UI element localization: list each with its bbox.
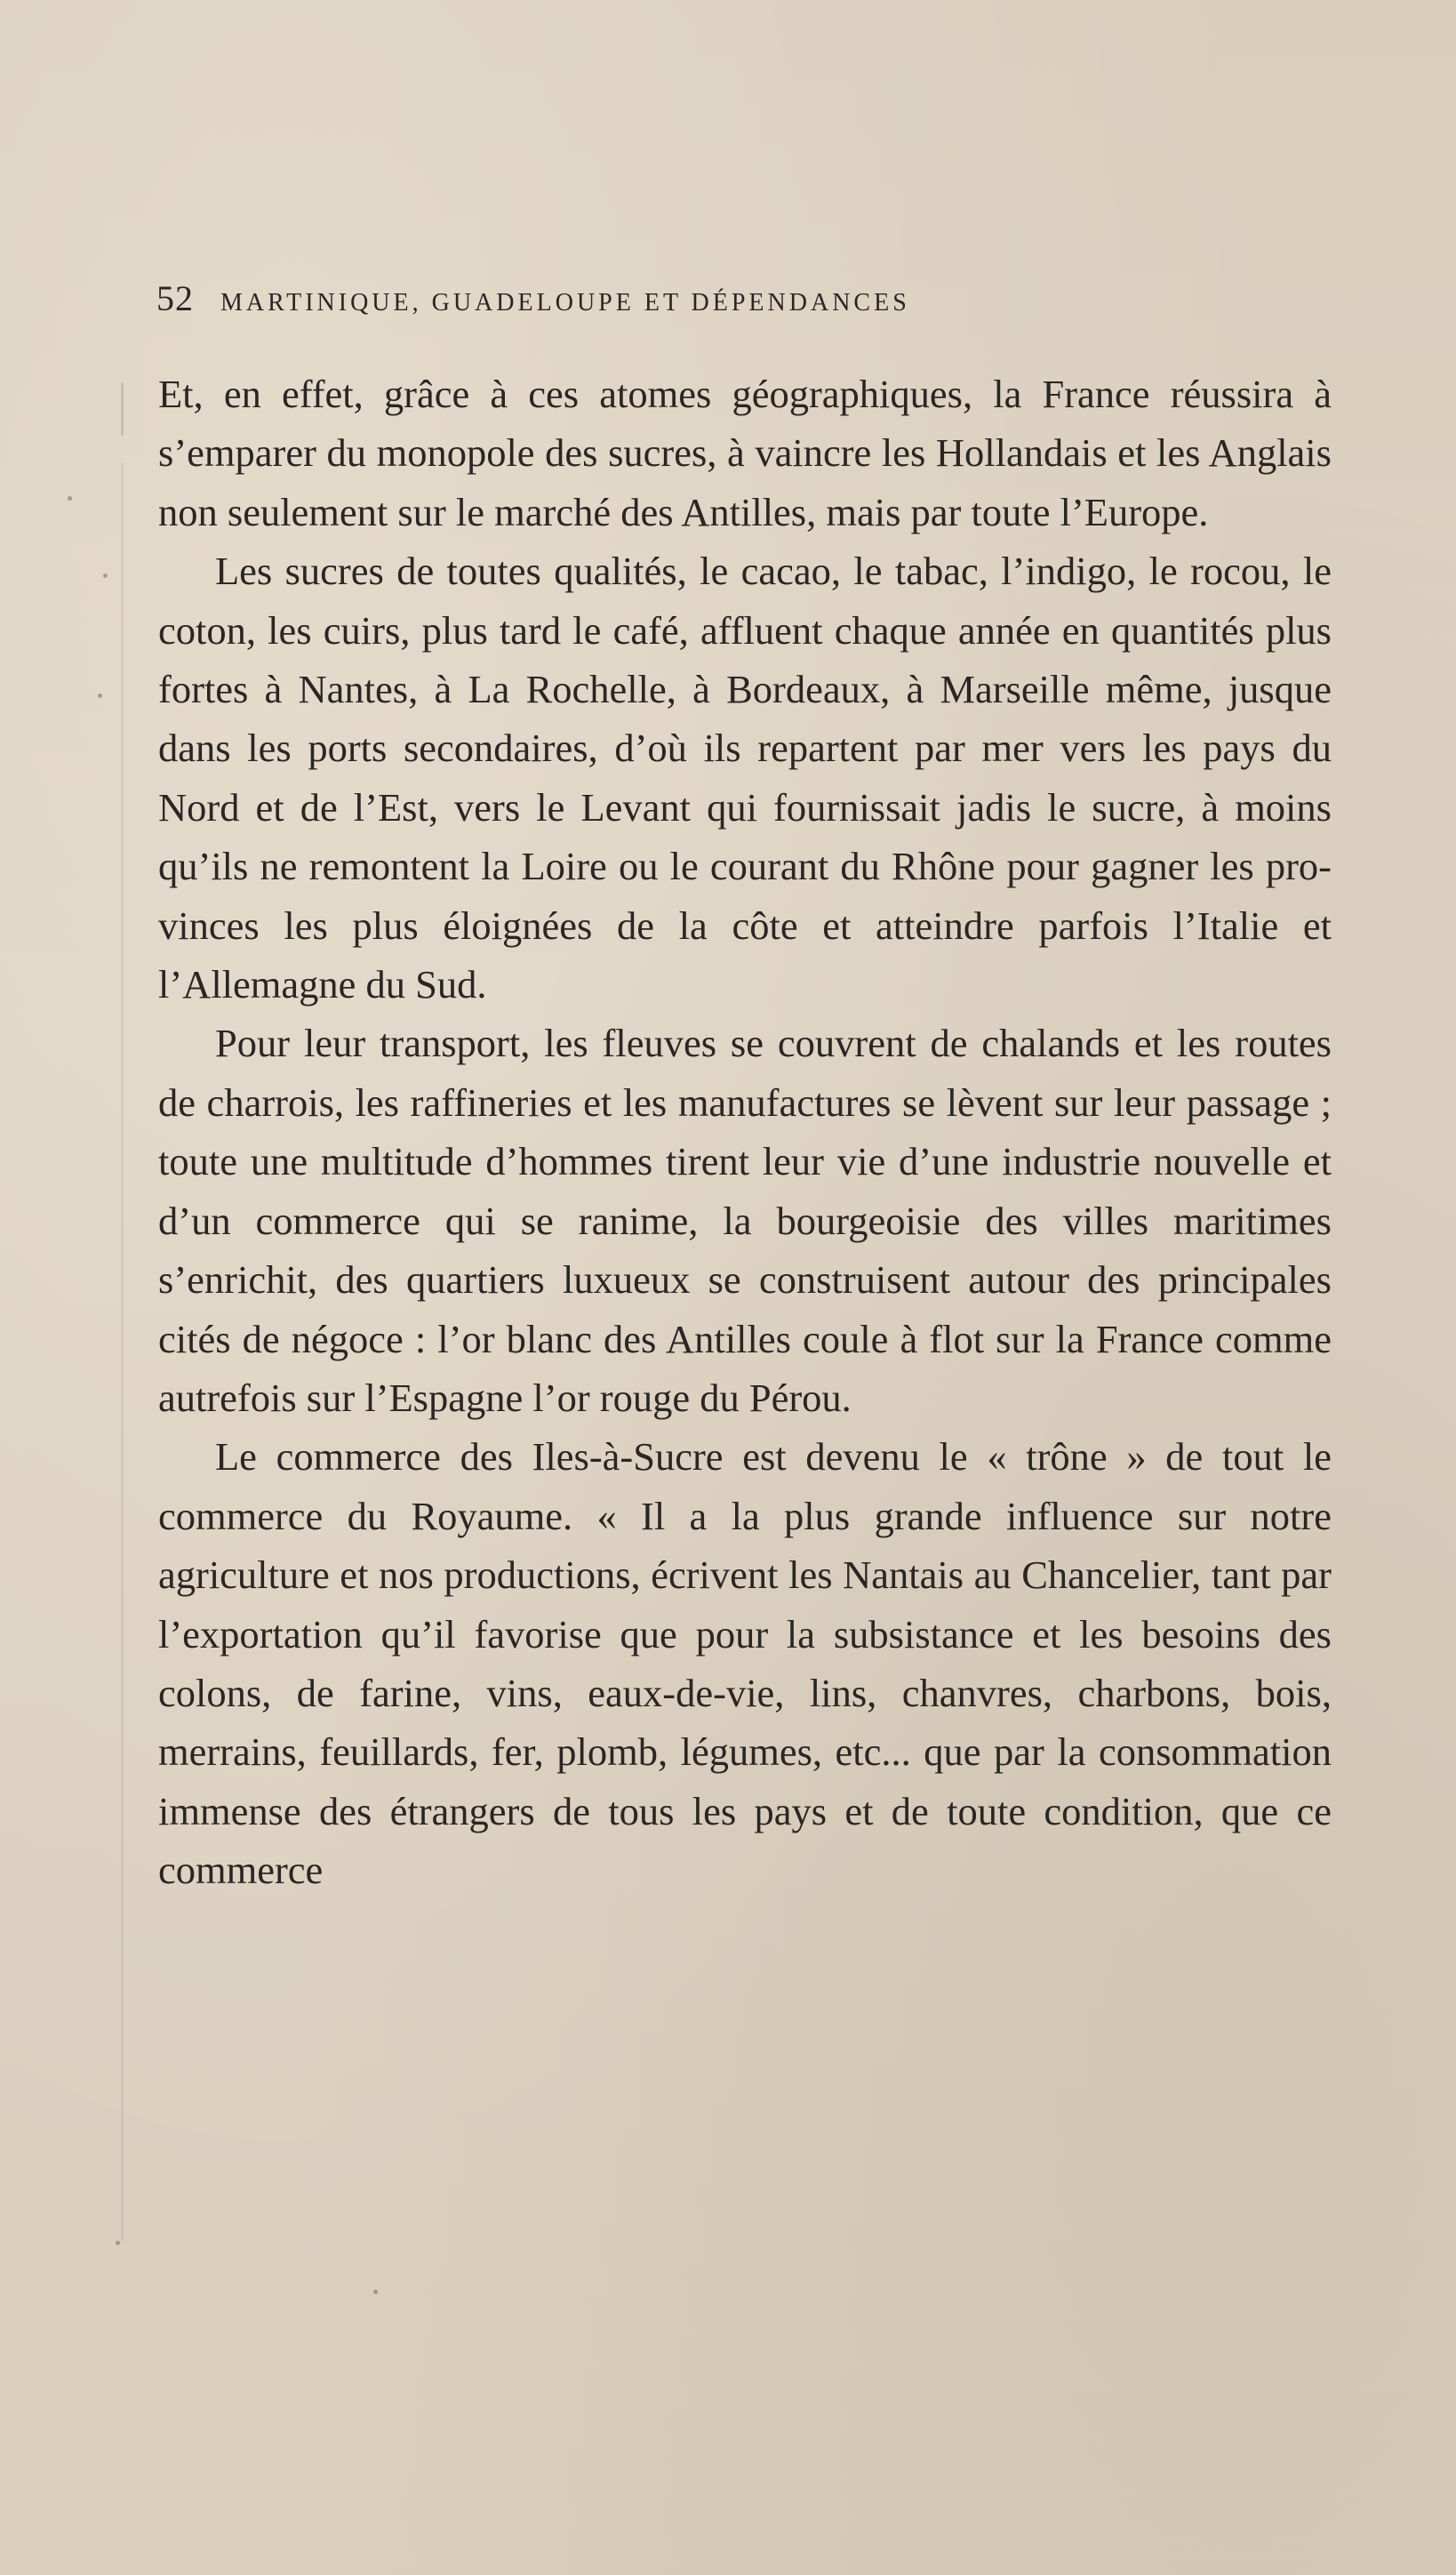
margin-speck [103,574,108,578]
margin-speck [373,2290,378,2294]
paragraph: Le commerce des Iles-à-Sucre est devenu le « trône » de tout le commerce du Royaume. « Il a la plus grande influence sur notre agriculture et nos productions, écrivent les Nantais au Chancelier, tant par l’exportation qu’il favorise que pour la subsistance et les besoins des colons, de farine, vins, eaux-de-vie, lins, chanvres, charbons, bois, merrains, feuillards, fer, plomb, légumes, etc... que par la consommation immense des étrangers de tous les pays et de toute condition, que ce commerce [158,1434,1332,1893]
margin-marks [0,0,124,2575]
margin-line [121,462,124,2241]
body-text [158,365,1332,1900]
margin-speck [98,694,102,698]
paragraph: Les sucres de toutes qualités, le cacao, le tabac, l’indigo, le rocou, le coton, les cuirs, plus tard le café, affluent chaque année en quantités plus fortes à Nantes, à La Rochelle, à Bordeaux, à Marseille même, jusque dans les ports secondaires, d’où ils repartent par mer vers les pays du Nord et de l’Est, vers le Levant qui fournissait jadis le sucre, à moins qu’ils ne remontent la Loire ou le courant du Rhône pour gagner les provinces les plus éloignées de la côte et atteindre parfois l’Italie et l’Allemagne du Sud. [158,549,1332,1007]
margin-speck [116,2241,120,2245]
running-title: MARTINIQUE, GUADELOUPE ET DÉPENDANCES [220,289,910,317]
page-header [156,277,1330,331]
page-number: 52 [156,278,194,318]
margin-speck [68,496,72,501]
paragraph: Et, en effet, grâce à ces atomes géographiques, la France réussira à s’emparer du monopole des sucres, à vaincre les Hollandais et les Anglais non seulement sur le marché des Antilles, mais par toute l’Europe. [158,372,1332,534]
paragraph: Pour leur transport, les fleuves se couvrent de chalands et les routes de charrois, les raffineries et les manufactures se lèvent sur leur passage ; toute une multitude d’hommes tirent leur vie d’une industrie nouvelle et d’un commerce qui se ranime, la bourgeoisie des villes maritimes s’enrichit, des quartiers luxueux se construisent autour des principales cités de négoce : l’or blanc des Antilles coule à flot sur la France comme autrefois sur l’Espagne l’or rouge du Pérou. [158,1021,1332,1420]
margin-line [121,382,124,436]
